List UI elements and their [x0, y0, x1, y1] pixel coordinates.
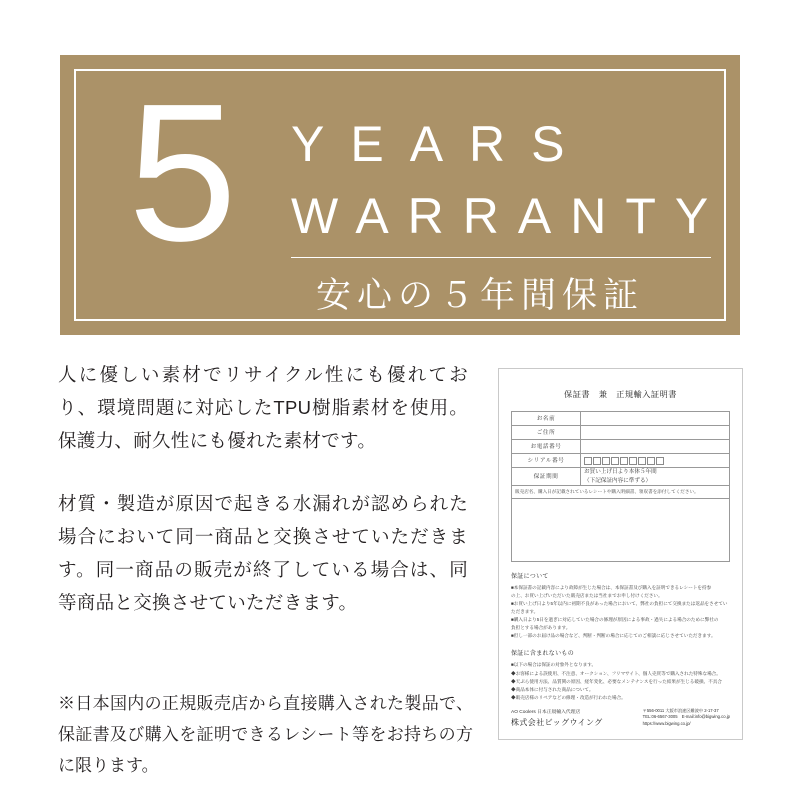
purchase-note: ※日本国内の正規販売店から直接購入された製品で、保証書及び購入を証明できるレシート等をお持ちの方に限ります。 [58, 694, 473, 775]
paragraph-material: 人に優しい素材でリサイクル性にも優れており、環境問題に対応したTPU樹脂素材を使用。保護力、耐久性にも優れた素材です。 [58, 364, 468, 451]
table-row [512, 412, 730, 426]
certificate-receipt-note: 販売店名、購入日が記載されているレシートや購入明細書、領収書を添付してください。 [511, 486, 730, 499]
paragraph-exchange: 材質・製造が原因で起きる水漏れが認められた場合において同一商品と交換させていただきます。同一商品の販売が終了している場合は、同等商品と交換させていただきます。 [58, 493, 468, 613]
serial-box [629, 457, 637, 465]
warranty-certificate-card [498, 368, 743, 740]
banner-subtitle: 安心の５年間保証 [316, 276, 645, 315]
section-line: ■以下の場合は保証の対象外となります。 [511, 662, 597, 668]
warranty-banner [60, 55, 740, 335]
banner-years-text: YEARS [291, 116, 591, 172]
cert-value-serial [581, 454, 730, 468]
section-line: ■購入日より5日を過ぎに対応していた場合の修理が原因による事故・過失による場合のために弊社の [511, 616, 719, 622]
table-row [512, 454, 730, 468]
certificate-title: 保証書 兼 正規輸入証明書 [564, 390, 677, 399]
footer-brand-line: AO Coolers 日本正規輸入代理店 [511, 710, 581, 715]
footer-company-name: 株式会社ビッグウイング [511, 718, 603, 727]
certificate-blank-area [511, 499, 730, 562]
cert-label-address: ご住所 [512, 426, 581, 440]
section-line: ◆お客様による誤使用、不注意、オークション、フリマサイト、個人売買等で購入された特殊な場合。 [511, 670, 721, 676]
section-heading-warranty-about: 保証について [511, 574, 549, 580]
certificate-footer [511, 708, 730, 727]
serial-box-group [584, 457, 726, 465]
cert-label-serial: シリアル番号 [512, 454, 581, 468]
section-line: ■本保証書の記載内容により故障が生じた場合は、本保証書及び購入を証明できるレシートを持参 [511, 585, 712, 590]
footer-tel: TEL:06-6567-3005 E-mail:info@bigwing.co.jp [642, 714, 730, 720]
table-row [512, 426, 730, 440]
footer-contact-block [643, 708, 730, 727]
serial-box [602, 457, 610, 465]
section-line: ◆天ぷら使用方法、品質関の原因、経年変化、必要なメンテナンスを行った結果が生じる破損、不具合 [511, 678, 722, 684]
serial-box [638, 457, 646, 465]
footer-address: 〒556-0011 大阪市浪速区難波中 2-17-37 [642, 707, 719, 713]
section-line: の上、お買い上げいただいた販売店または当社までお申し付けください。 [511, 593, 663, 599]
section-heading-exclusions: 保証に含まれないもの [511, 651, 575, 658]
cert-label-name: お名前 [512, 412, 581, 426]
serial-box [584, 457, 592, 465]
serial-box [620, 457, 628, 465]
certificate-table [511, 411, 730, 486]
body-text-block [58, 358, 468, 619]
banner-warranty-text: WARRANTY [291, 188, 728, 244]
section-line: 負担とする場合があります。 [511, 625, 571, 631]
section-line: ◆販売店様のリペアなどの修理・改造が行われた場合。 [511, 695, 626, 701]
cert-value-period: お買い上げ日より本体５年間 （下記保証内容に準ずる） [581, 468, 730, 486]
serial-box [593, 457, 601, 465]
cert-label-phone: お電話番号 [512, 440, 581, 454]
banner-number: 5 [128, 63, 238, 282]
footer-company-block [511, 709, 603, 727]
cert-value-address [581, 426, 730, 440]
footer-url: https://www.bigwing.co.jp/ [642, 720, 691, 726]
cert-label-period: 保証期間 [512, 468, 581, 486]
section-line: ■お買い上げ日より5年以内に初期不良があった場合において、弊社の負担にて交換または返品をさせていただきます。 [511, 601, 728, 614]
serial-box [647, 457, 655, 465]
section-line: ■但し一部のお届け品の場合など、判断・判断の場合に応じてのご相談に応じさせていただきます。 [511, 633, 716, 639]
section-line: ◆商品本体に付与された商品について。 [511, 687, 594, 693]
banner-border [74, 63, 728, 321]
serial-box [656, 457, 664, 465]
cert-value-name [581, 412, 730, 426]
table-row [512, 468, 730, 486]
table-row [512, 440, 730, 454]
cert-value-phone [581, 440, 730, 454]
banner-divider [291, 257, 711, 258]
serial-box [611, 457, 619, 465]
